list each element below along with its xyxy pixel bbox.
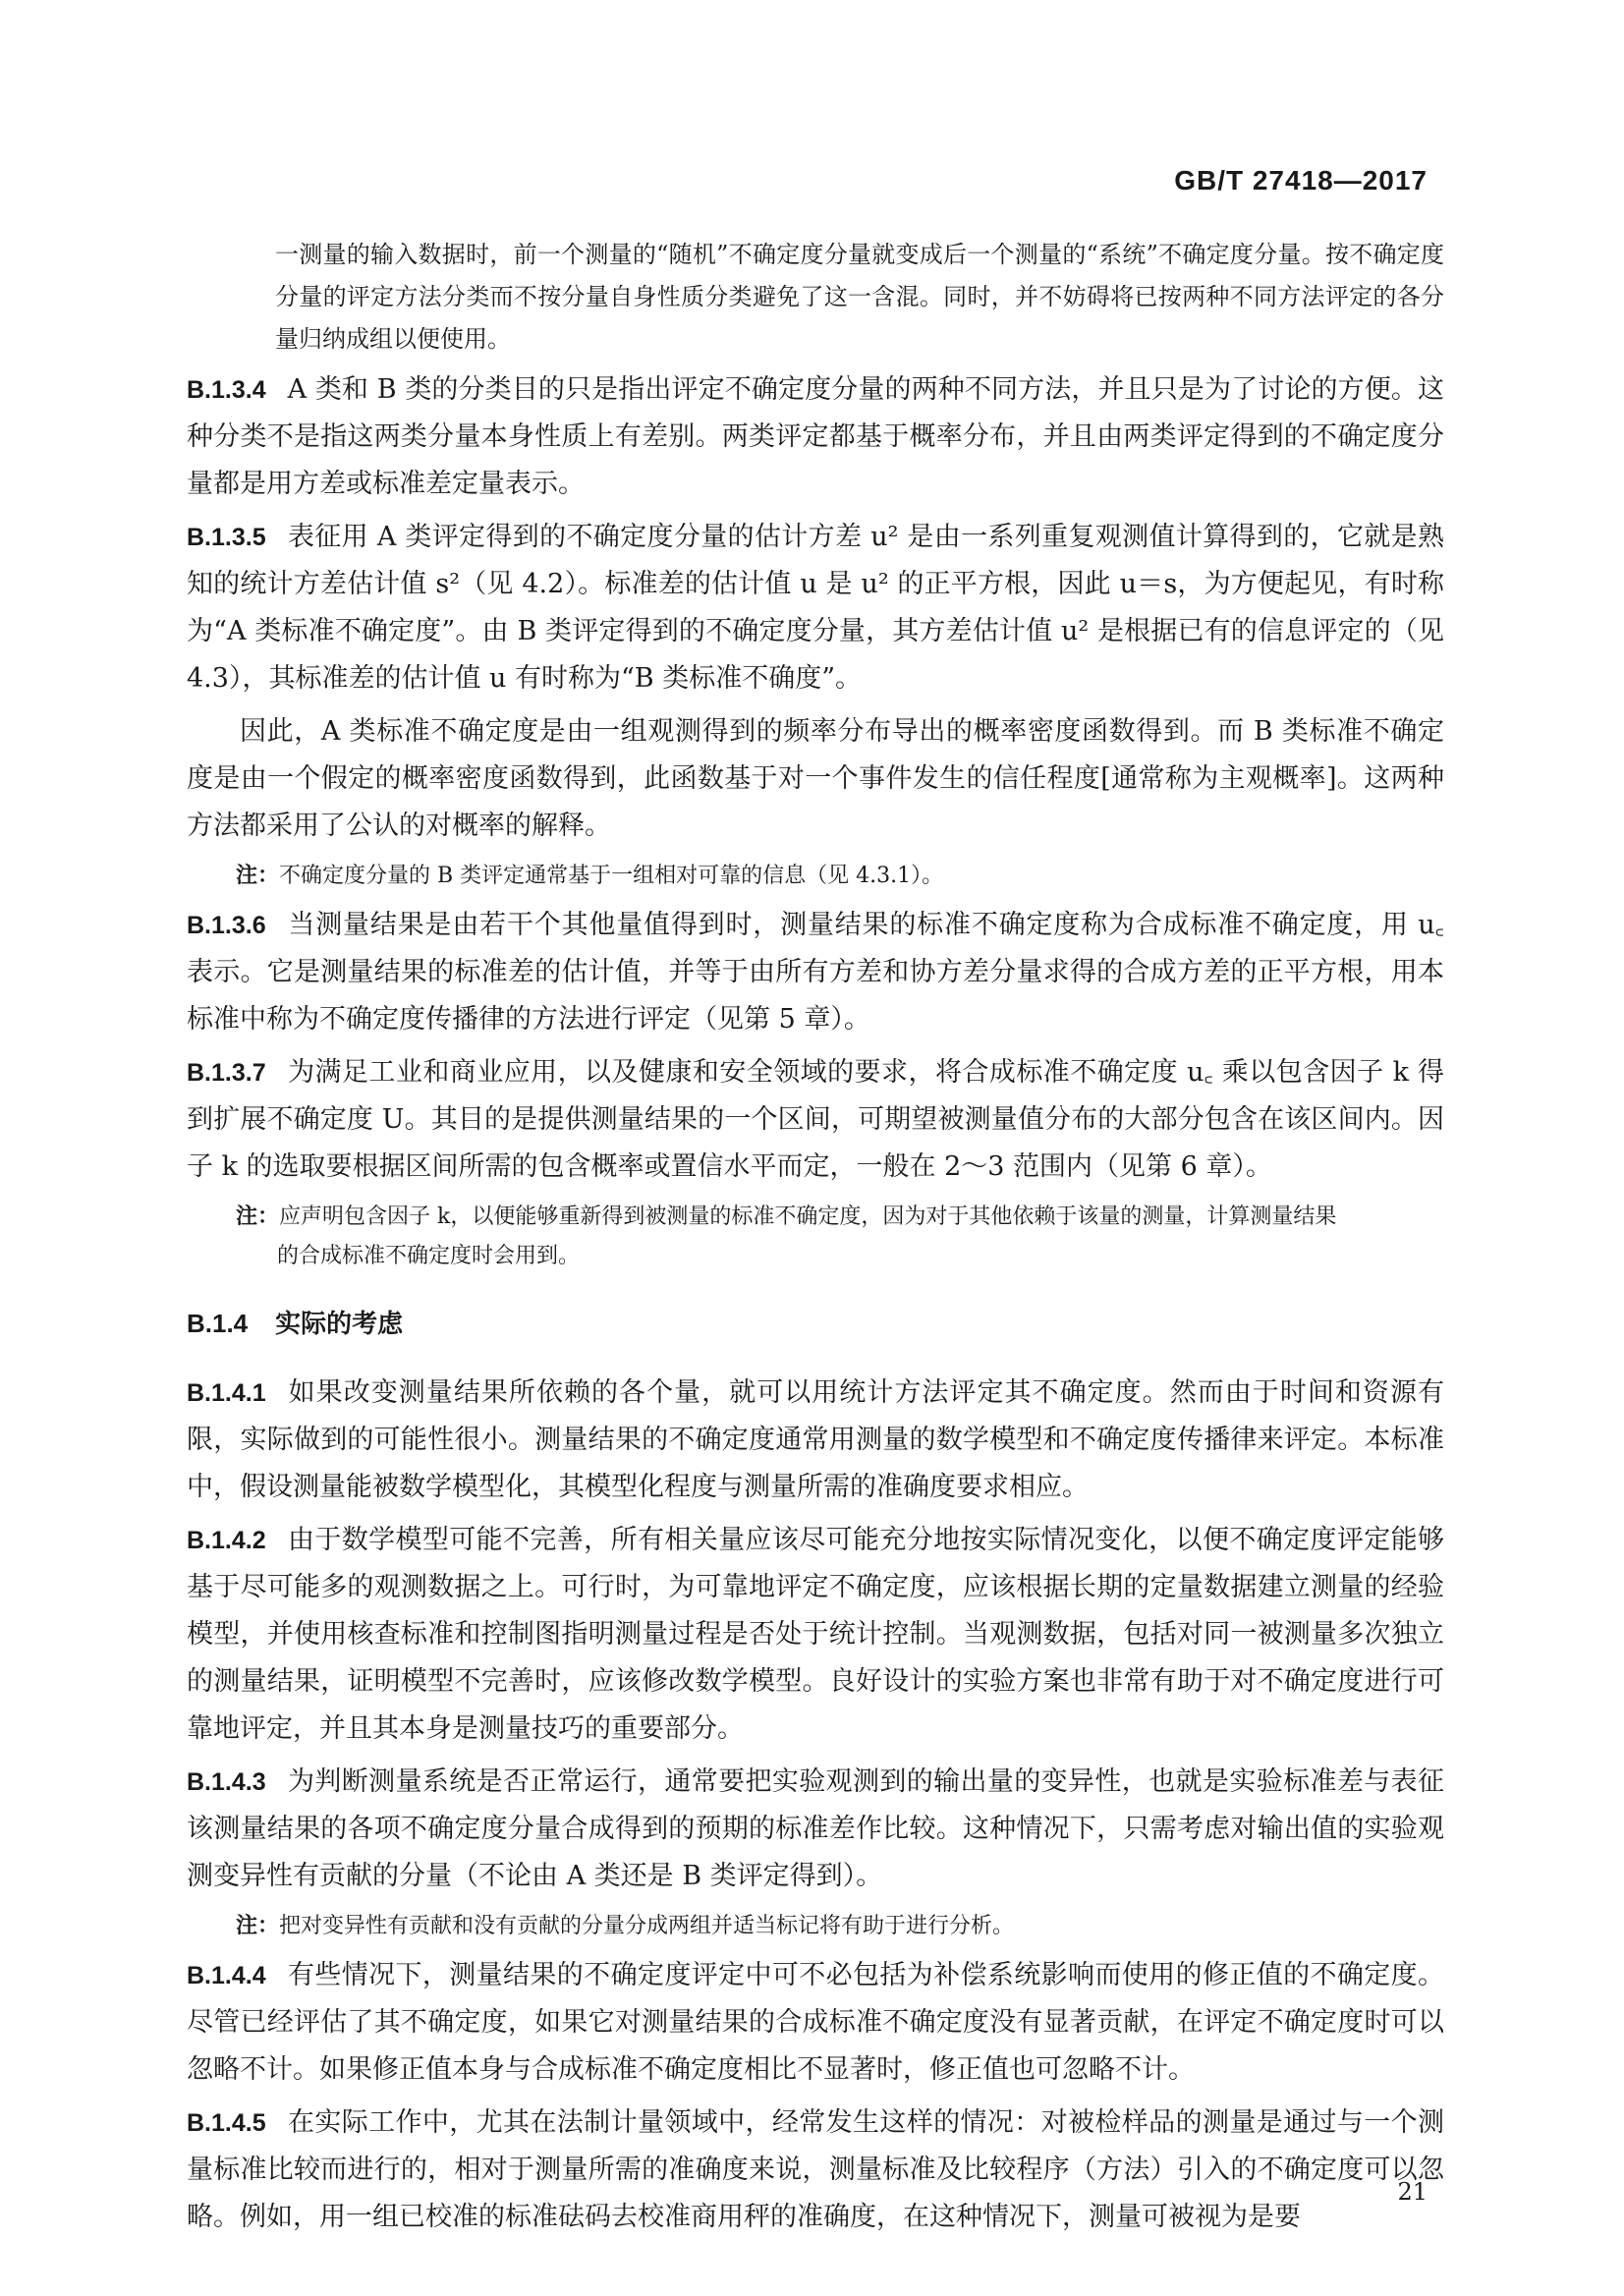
clause-number: B.1.3.6 <box>187 912 266 939</box>
note: 注：把对变异性有贡献和没有贡献的分量分成两组并适当标记将有助于进行分析。 <box>236 1913 1015 1938</box>
clause-b-1-3-4: B.1.3.4 A 类和 B 类的分类目的只是指出评定不确定度分量的两种不同方法，并且只是为了讨论的方便。这种分类不是指这两类分量本身性质上有差别。两类评定都基于概率分布，并且由两类评定得到的不确定度分量都是用方差或标准差定量表示。 <box>187 374 1444 499</box>
standard-code: GB/T 27418—2017 <box>1174 165 1428 196</box>
clause-b-1-4-2: B.1.4.2 由于数学模型可能不完善，所有相关量应该尽可能充分地按实际情况变化，以便不确定度评定能够基于尽可能多的观测数据之上。可行时，为可靠地评定不确定度，应该根据长期的定量数据建立测量的经验模型，并使用核查标准和控制图指明测量过程是否处于统计控制。当观测数据，包括对同一被测量多次独立的测量结果，证明模型不完善时，应该修改数学模型。良好设计的实验方案也非常有助于对不确定度进行可靠地评定，并且其本身是测量技巧的重要部分。 <box>187 1525 1444 1744</box>
page-body <box>187 234 1444 2247</box>
page-number: 21 <box>1397 2178 1428 2206</box>
clause-b-1-4-4: B.1.4.4 有些情况下，测量结果的不确定度评定中可不必包括为补偿系统影响而使用的修正值的不确定度。尽管已经评估了其不确定度，如果它对测量结果的合成标准不确定度没有显著贡献，在评定不确定度时可以忽略不计。如果修正值本身与合成标准不确定度相比不显著时，修正值也可忽略不计。 <box>187 1960 1444 2085</box>
clause-b-1-3-7: B.1.3.7 为满足工业和商业应用，以及健康和安全领域的要求，将合成标准不确定度 u꜀ 乘以包含因子 k 得到扩展不确定度 U。其目的是提供测量结果的一个区间，可期望被测量值分布的大部分包含在该区间内。因子 k 的选取要根据区间所需的包含概率或置信水平而定，一般在 2～3 范围内（见第 6 章）。 <box>187 1057 1444 1182</box>
clause-number: B.1.4.3 <box>187 1768 266 1796</box>
clause-number: B.1.3.4 <box>187 376 266 404</box>
clause-b-1-3-6: B.1.3.6 当测量结果是由若干个其他量值得到时，测量结果的标准不确定度称为合成标准不确定度，用 u꜀ 表示。它是测量结果的标准差的估计值，并等于由所有方差和协方差分量求得的合成方差的正平方根，用本标准中称为不确定度传播律的方法进行评定（见第 5 章）。 <box>187 910 1444 1035</box>
note-continuation: 的合成标准不确定度时会用到。 <box>277 1244 581 1268</box>
clause-number: B.1.4.2 <box>187 1527 266 1554</box>
clause-b-1-4-1: B.1.4.1 如果改变测量结果所依赖的各个量，就可以用统计方法评定其不确定度。然而由于时间和资源有限，实际做到的可能性很小。测量结果的不确定度通常用测量的数学模型和不确定度传播律来评定。本标准中，假设测量能被数学模型化，其模型化程度与测量所需的准确度要求相应。 <box>187 1377 1444 1502</box>
note: 注：应声明包含因子 k，以便能够重新得到被测量的标准不确定度，因为对于其他依赖于该量的测量，计算测量结果 <box>236 1204 1337 1229</box>
continued-paragraph: 一测量的输入数据时，前一个测量的“随机”不确定度分量就变成后一个测量的“系统”不确定度分量。按不确定度分量的评定方法分类而不按分量自身性质分类避免了这一含混。同时，并不妨碍将已按两种不同方法评定的各分量归纳成组以便使用。 <box>275 241 1444 353</box>
note: 注：不确定度分量的 B 类评定通常基于一组相对可靠的信息（见 4.3.1）。 <box>236 863 944 888</box>
paragraph-indented: 因此，A 类标准不确定度是由一组观测得到的频率分布导出的概率密度函数得到。而 B 类标准不确定度是由一个假定的概率密度函数得到，此函数基于对一个事件发生的信任程度[通常称为主观概率]。这两种方法都采用了公认的对概率的解释。 <box>187 716 1444 841</box>
clause-number: B.1.3.7 <box>187 1059 266 1087</box>
section-heading-b-1-4: B.1.4 实际的考虑 <box>187 1309 404 1338</box>
clause-b-1-3-5: B.1.3.5 表征用 A 类评定得到的不确定度分量的估计方差 u² 是由一系列重复观测值计算得到的，它就是熟知的统计方差估计值 s²（见 4.2）。标准差的估计值 u 是 u² 的正平方根，因此 u＝s，为方便起见，有时称为“A 类标准不确定度”。由 B 类评定得到的不确定度分量，其方差估计值 u² 是根据已有的信息评定的（见 4.3），其标准差的估计值 u 有时称为“B 类标准不确度”。 <box>187 522 1444 694</box>
clause-b-1-4-3: B.1.4.3 为判断测量系统是否正常运行，通常要把实验观测到的输出量的变异性，也就是实验标准差与表征该测量结果的各项不确定度分量合成得到的预期的标准差作比较。这种情况下，只需考虑对输出值的实验观测变异性有贡献的分量（不论由 A 类还是 B 类评定得到）。 <box>187 1766 1444 1891</box>
clause-number: B.1.3.5 <box>187 524 266 551</box>
clause-number: B.1.4.4 <box>187 1962 266 1989</box>
clause-number: B.1.4.5 <box>187 2109 266 2137</box>
clause-b-1-4-5: B.1.4.5 在实际工作中，尤其在法制计量领域中，经常发生这样的情况：对被检样品的测量是通过与一个测量标准比较而进行的，相对于测量所需的准确度来说，测量标准及比较程序（方法）引入的不确定度可以忽略。例如，用一组已校准的标准砝码去校准商用秤的准确度，在这种情况下，测量可被视为是要 <box>187 2107 1444 2232</box>
clause-number: B.1.4.1 <box>187 1379 266 1407</box>
